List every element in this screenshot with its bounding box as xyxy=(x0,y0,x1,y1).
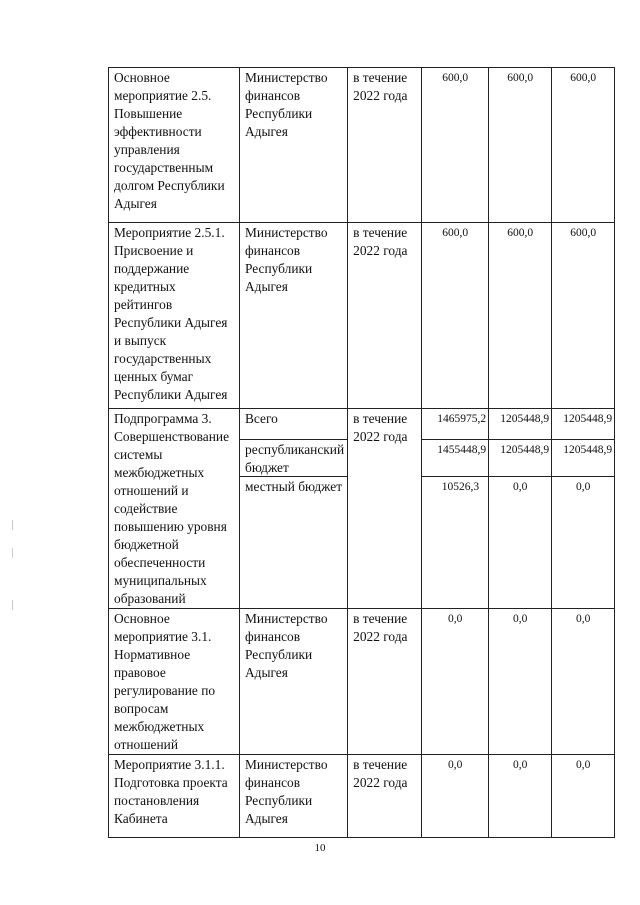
table-row xyxy=(109,68,615,223)
value-total: 1205448,9 xyxy=(500,413,550,425)
value-local: 10526,3 xyxy=(441,481,480,493)
value-cell: 0,0 xyxy=(489,755,552,838)
table-row xyxy=(109,409,615,609)
funding-source-label: республиканский бюджет xyxy=(245,442,345,475)
value-republic: 1205448,9 xyxy=(500,444,550,456)
event-cell: Основное мероприятие 2.5. Повышение эффективности управления государственным долгом Республики Адыгея xyxy=(109,68,240,223)
executor-cell: Министерство финансов Республики Адыгея xyxy=(240,609,348,755)
value-republic: 1205448,9 xyxy=(563,444,613,456)
scan-margin-mark xyxy=(12,520,13,530)
executor-cell: Министерство финансов Республики Адыгея xyxy=(240,68,348,223)
scan-margin-mark xyxy=(12,548,13,558)
value-cell xyxy=(489,409,552,609)
value-total: 1205448,9 xyxy=(563,413,613,425)
value-cell xyxy=(552,409,615,609)
value-cell: 0,0 xyxy=(422,609,489,755)
value-cell: 600,0 xyxy=(552,68,615,223)
value-cell: 0,0 xyxy=(422,755,489,838)
event-cell: Мероприятие 3.1.1. Подготовка проекта постановления Кабинета xyxy=(109,755,240,838)
value-cell: 0,0 xyxy=(552,755,615,838)
period-cell: в течение 2022 года xyxy=(348,609,422,755)
value-cell: 0,0 xyxy=(489,609,552,755)
funding-source-label: местный бюджет xyxy=(245,479,343,494)
value-local: 0,0 xyxy=(512,481,528,493)
value-republic: 1455448,9 xyxy=(437,444,487,456)
value-cell: 600,0 xyxy=(422,223,489,409)
value-cell: 600,0 xyxy=(489,68,552,223)
table-row xyxy=(109,223,615,409)
period-cell: в течение 2022 года xyxy=(348,223,422,409)
period-cell: в течение 2022 года xyxy=(348,755,422,838)
table-row xyxy=(109,755,615,838)
event-cell: Мероприятие 2.5.1. Присвоение и поддержание кредитных рейтингов Республики Адыгея и выпуск государственных ценных бумаг Республики Адыгея xyxy=(109,223,240,409)
value-local: 0,0 xyxy=(575,481,591,493)
event-cell: Основное мероприятие 3.1. Нормативное правовое регулирование по вопросам межбюджетных отношений xyxy=(109,609,240,755)
scan-margin-mark xyxy=(12,600,13,610)
funding-source-label: Всего xyxy=(245,411,278,426)
funding-source-cell xyxy=(240,409,348,609)
value-cell: 600,0 xyxy=(489,223,552,409)
period-cell: в течение 2022 года xyxy=(348,68,422,223)
table-row xyxy=(109,609,615,755)
executor-cell: Министерство финансов Республики Адыгея xyxy=(240,755,348,838)
value-cell: 600,0 xyxy=(422,68,489,223)
page-number: 10 xyxy=(314,842,326,854)
event-cell: Подпрограмма 3. Совершенствование системы межбюджетных отношений и содействие повышению уровня бюджетной обеспеченности муниципальных образований xyxy=(109,409,240,609)
executor-cell: Министерство финансов Республики Адыгея xyxy=(240,223,348,409)
value-cell: 600,0 xyxy=(552,223,615,409)
value-cell: 0,0 xyxy=(552,609,615,755)
budget-table xyxy=(108,67,615,838)
value-cell xyxy=(422,409,489,609)
period-cell: в течение 2022 года xyxy=(348,409,422,609)
value-total: 1465975,2 xyxy=(437,413,487,425)
